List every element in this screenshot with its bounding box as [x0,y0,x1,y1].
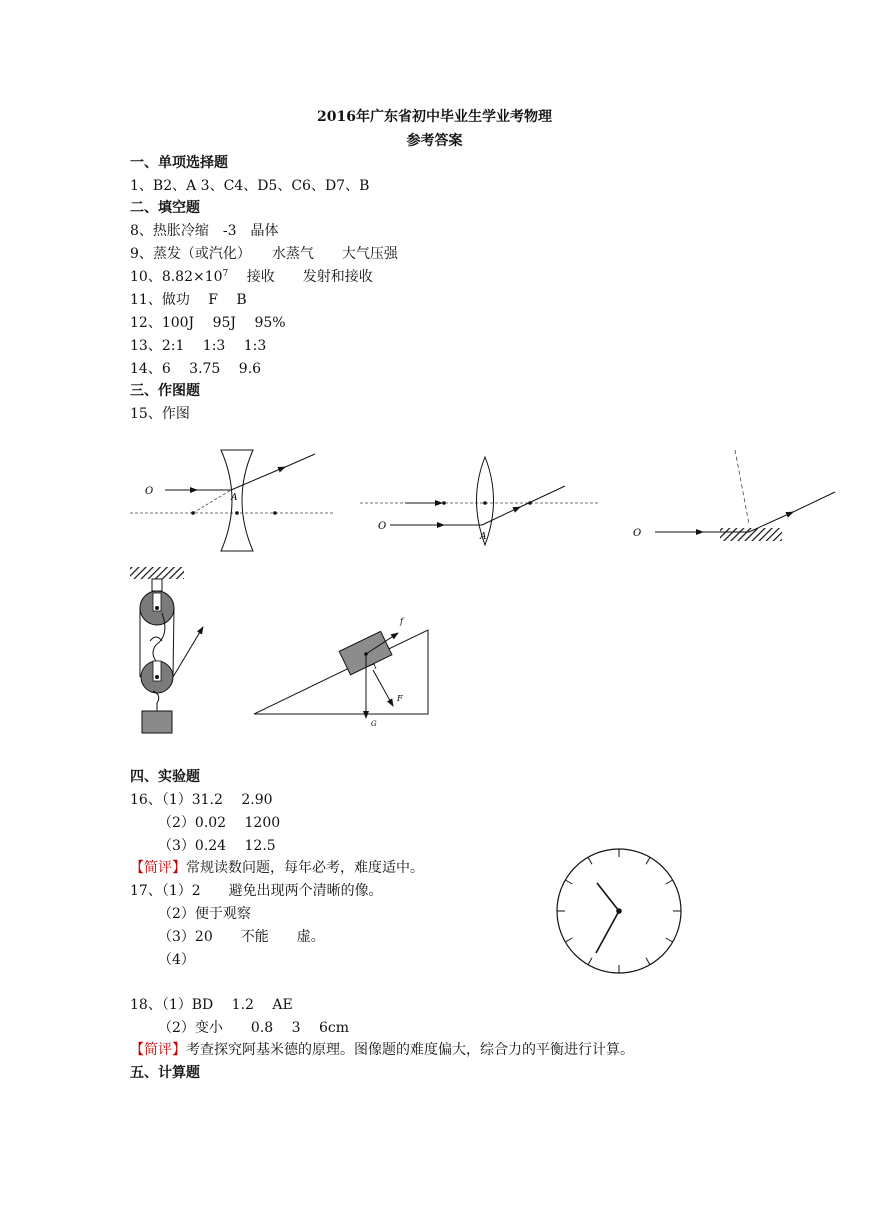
label-f: f [400,617,403,626]
choice-answers: 1、B2、A 3、C4、D5、C6、D7、B [130,178,370,194]
label-F: F [397,694,403,703]
clock-face-figure [553,845,685,977]
answer-q16-3: （3）0.24 12.5 [158,838,276,854]
answer-q11: 11、做功 F B [130,292,247,308]
focal-point-left [191,511,195,515]
answer-q10 [130,268,373,286]
answer-q17-4: （4） [158,952,195,968]
clock-tick [565,938,572,942]
normal-line [735,450,749,524]
comment-2-tag: 【简评】 [130,1042,186,1058]
section-heading-fill: 二、填空题 [130,200,200,216]
clock-tick [666,938,673,942]
fixed-pulley-mount [152,579,162,591]
section-heading-choice: 一、单项选择题 [130,155,228,171]
comment-1 [130,859,424,877]
pull-rope [173,627,203,677]
answer-q10-rest: 接收 发射和接收 [228,269,373,285]
comment-2 [130,1041,634,1059]
mirror-reflection-figure [625,448,845,548]
fixed-pulley-center [155,606,159,610]
comment-1-text: 常规读数问题，每年必考，难度适中。 [186,860,424,876]
ceiling [130,567,184,579]
answer-q10-exponent: 7 [222,269,229,279]
label-G: G [371,720,377,728]
concave-lens-figure [125,450,345,560]
comment-2-text: 考查探究阿基米德的原理。图像题的难度偏大，综合力的平衡进行计算。 [186,1042,634,1058]
answer-q16-2: （2）0.02 1200 [158,815,281,831]
rope-middle [173,608,174,677]
movable-pulley-center [155,675,159,679]
answer-q17-2: （2）便于观察 [158,906,251,922]
refracted-ray-2 [283,454,315,468]
label-o1: O [145,486,154,497]
refracted-ray-2 [518,486,565,508]
focal-point-right [273,511,277,515]
label-a2: A [480,532,487,542]
answer-q17-3: （3）20 不能 虚。 [158,929,325,945]
answer-q14: 14、6 3.75 9.6 [130,361,262,377]
answer-q18-1: 18、（1）BD 1.2 AE [130,997,293,1013]
hour-hand [597,883,619,911]
answer-q13: 13、2:1 1:3 1:3 [130,338,267,354]
label-a1: A [231,493,238,503]
mirror-surface [720,528,782,541]
answer-q17-1: 17、（1）2 避免出现两个清晰的像。 [130,883,383,899]
incline-figure [250,608,435,733]
hanging-weight [142,711,172,733]
focal-point-left [442,501,446,505]
clock-tick [646,958,650,965]
clock-tick [565,880,572,884]
clock-tick [646,857,650,864]
optical-center [235,511,239,515]
label-o2: O [378,521,387,532]
section-heading-experiment: 四、实验题 [130,769,200,785]
optical-center [483,501,487,505]
answer-q18-2: （2）变小 0.8 3 6cm [158,1020,350,1036]
clock-center [616,908,622,914]
page-subtitle: 参考答案 [406,133,463,149]
clock-tick [666,880,673,884]
focal-point-right [528,501,532,505]
refracted-ray [231,467,285,490]
page-title: 2016年广东省初中毕业生学业考物理 [317,109,552,125]
label-o3: O [633,528,642,539]
answer-q16-1: 16、（1）31.2 2.90 [130,792,273,808]
refracted-ray [482,507,520,525]
answer-q12: 12、100J 95J 95% [130,315,286,331]
pulley-figure [126,565,221,737]
answer-q15: 15、作图 [130,406,190,422]
answer-q10-prefix: 10、8.82×10 [130,269,223,285]
comment-1-tag: 【简评】 [130,860,186,876]
answer-q9: 9、蒸发（或汽化） 水蒸气 大气压强 [130,246,398,262]
clock-tick [588,958,592,965]
minute-hand [596,911,619,953]
pressure-force-arrow [373,670,393,706]
clock-tick [588,857,592,864]
section-heading-calculation: 五、计算题 [130,1065,200,1081]
convex-lens-figure [360,455,600,555]
reflected-ray-2 [791,492,835,513]
extension-line [193,490,231,513]
section-heading-drawing: 三、作图题 [130,383,200,399]
answer-q8: 8、热胀冷缩 -3 晶体 [130,223,279,239]
